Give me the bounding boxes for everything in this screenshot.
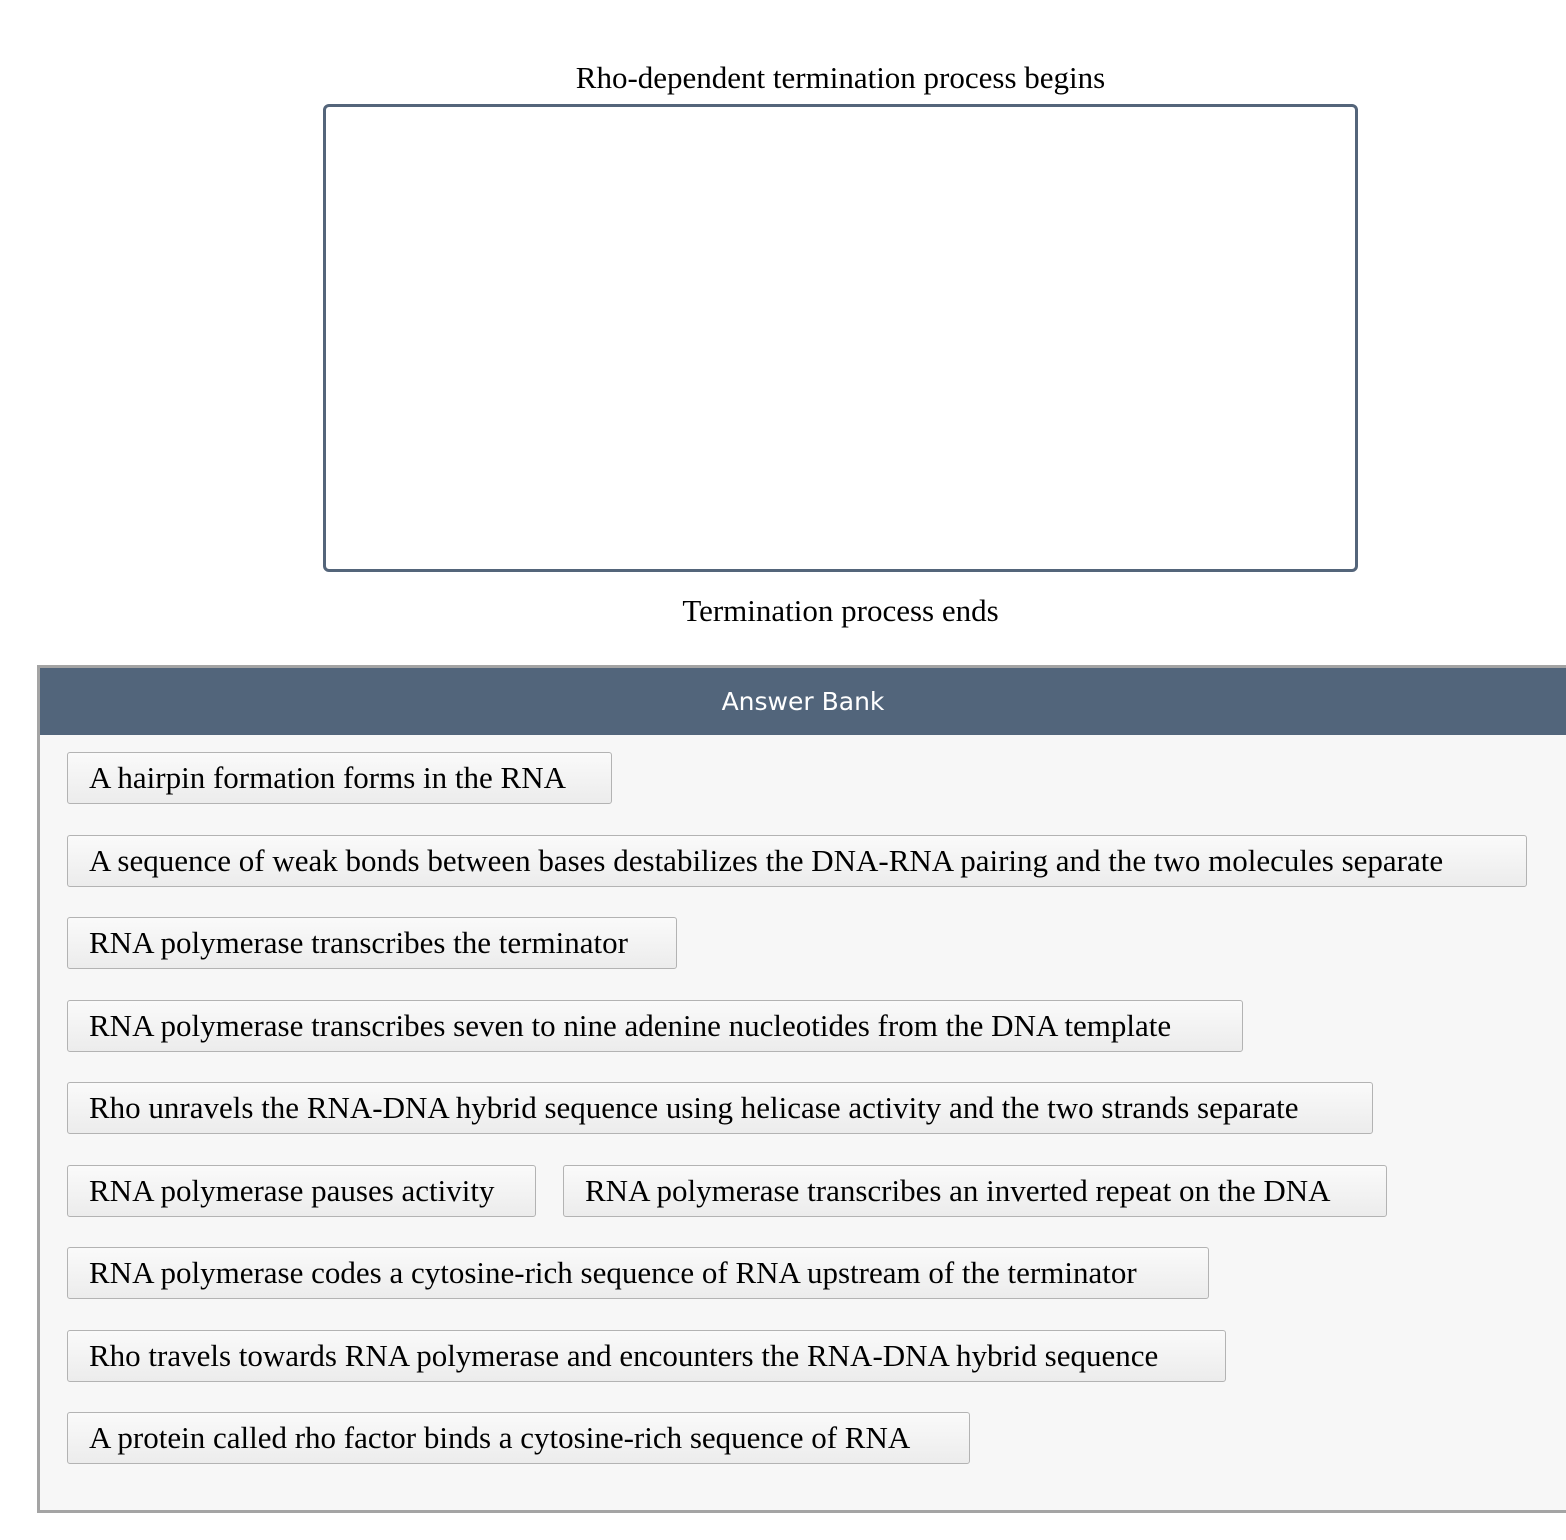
- answer-tile[interactable]: Rho unravels the RNA-DNA hybrid sequence using helicase activity and the two strands separate: [67, 1082, 1373, 1134]
- answer-tile[interactable]: RNA polymerase pauses activity: [67, 1165, 536, 1217]
- answer-tile[interactable]: A sequence of weak bonds between bases destabilizes the DNA-RNA pairing and the two molecules separate: [67, 835, 1527, 887]
- answer-bank-title: Answer Bank: [40, 668, 1566, 735]
- answer-tile[interactable]: A protein called rho factor binds a cytosine-rich sequence of RNA: [67, 1412, 970, 1464]
- answer-tile[interactable]: RNA polymerase codes a cytosine-rich sequence of RNA upstream of the terminator: [67, 1247, 1209, 1299]
- answer-tile[interactable]: RNA polymerase transcribes seven to nine adenine nucleotides from the DNA template: [67, 1000, 1243, 1052]
- sequence-drop-zone[interactable]: [323, 104, 1358, 572]
- answer-tile[interactable]: RNA polymerase transcribes an inverted repeat on the DNA: [563, 1165, 1387, 1217]
- answer-bank: [37, 665, 1566, 1513]
- sequence-end-label: Termination process ends: [682, 593, 999, 628]
- answer-tile[interactable]: A hairpin formation forms in the RNA: [67, 752, 612, 804]
- sequence-start-label: Rho-dependent termination process begins: [575, 60, 1106, 95]
- answer-tile[interactable]: RNA polymerase transcribes the terminator: [67, 917, 677, 969]
- answer-tile[interactable]: Rho travels towards RNA polymerase and encounters the RNA-DNA hybrid sequence: [67, 1330, 1226, 1382]
